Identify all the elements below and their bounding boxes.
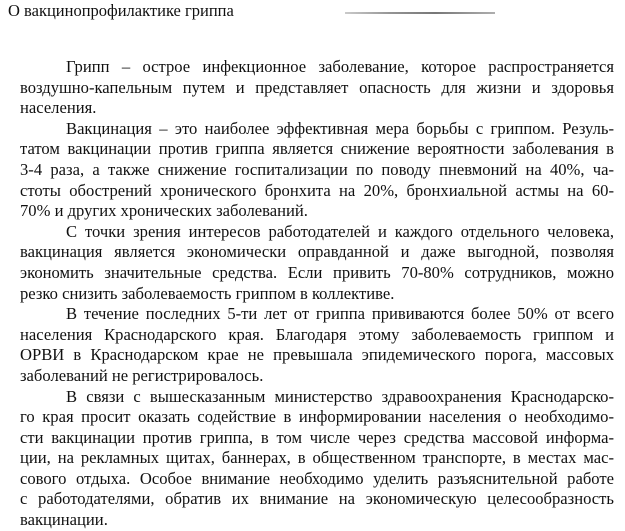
paragraph-line: ции, на рекламных щитах, баннерах, в общественном транспорте, в местах мас- [20,448,614,468]
paragraph-line: татом вакцинации против гриппа является снижение вероятности заболевания в [20,139,614,159]
paragraph-line: го края просит оказать содействие в информировании населения о необходимо- [20,407,614,427]
paragraph-line: с работодателями, обратив их внимание на экономическую целесообразность [20,489,614,509]
paragraph-3 [20,222,614,304]
paragraph-line: населения. [20,98,97,118]
paragraph-line: вакцинации. [20,510,108,530]
paragraph-5 [20,387,614,531]
scan-artifact-line [345,12,495,14]
paragraph-line: Грипп – острое инфекционное заболевание, которое распространяется [66,57,614,76]
paragraph-line: экономить значительные средства. Если привить 70-80% сотрудников, можно [20,262,614,282]
paragraph-1 [20,57,614,119]
document-body [20,57,614,531]
paragraph-line: сового отдыха. Особое внимание необходимо уделить разъяснительной работе [20,468,614,488]
document-title: О вакцинопрофилактике гриппа [8,1,234,20]
paragraph-line: воздушно-капельным путем и представляет опасность для жизни и здоровья [20,77,614,97]
paragraph-line: ОРВИ в Краснодарском крае не превышала эпидемического порога, массовых [20,345,614,365]
paragraph-2 [20,119,614,222]
paragraph-line: заболеваний не регистрировалось. [20,365,264,385]
paragraph-line: сти вакцинации против гриппа, в том числе через средства массовой информа- [20,427,614,447]
paragraph-line: 70% и других хронических заболеваний. [20,201,308,221]
paragraph-line: стоты обострений хронического бронхита на 20%, бронхиальной астмы на 60- [20,180,614,200]
paragraph-line: резко снизить заболеваемость гриппом в коллективе. [20,283,395,303]
paragraph-line: вакцинация является экономически оправданной и даже выгодной, позволяя [20,242,614,262]
paragraph-line: Вакцинация – это наиболее эффективная мера борьбы с гриппом. Резуль- [66,118,614,138]
paragraph-line: С точки зрения интересов работодателей и каждого отдельного человека, [66,221,614,241]
paragraph-4 [20,304,614,386]
paragraph-line: 3-4 раза, а также снижение госпитализации по поводу пневмоний на 40%, ча- [20,159,614,179]
paragraph-line: В течение последних 5-ти лет от гриппа прививаются более 50% от всего [66,304,614,324]
paragraph-line: В связи с вышесказанным министерство здравоохранения Краснодарско- [66,386,614,406]
paragraph-line: населения Краснодарского края. Благодаря этому заболеваемость гриппом и [20,324,614,344]
